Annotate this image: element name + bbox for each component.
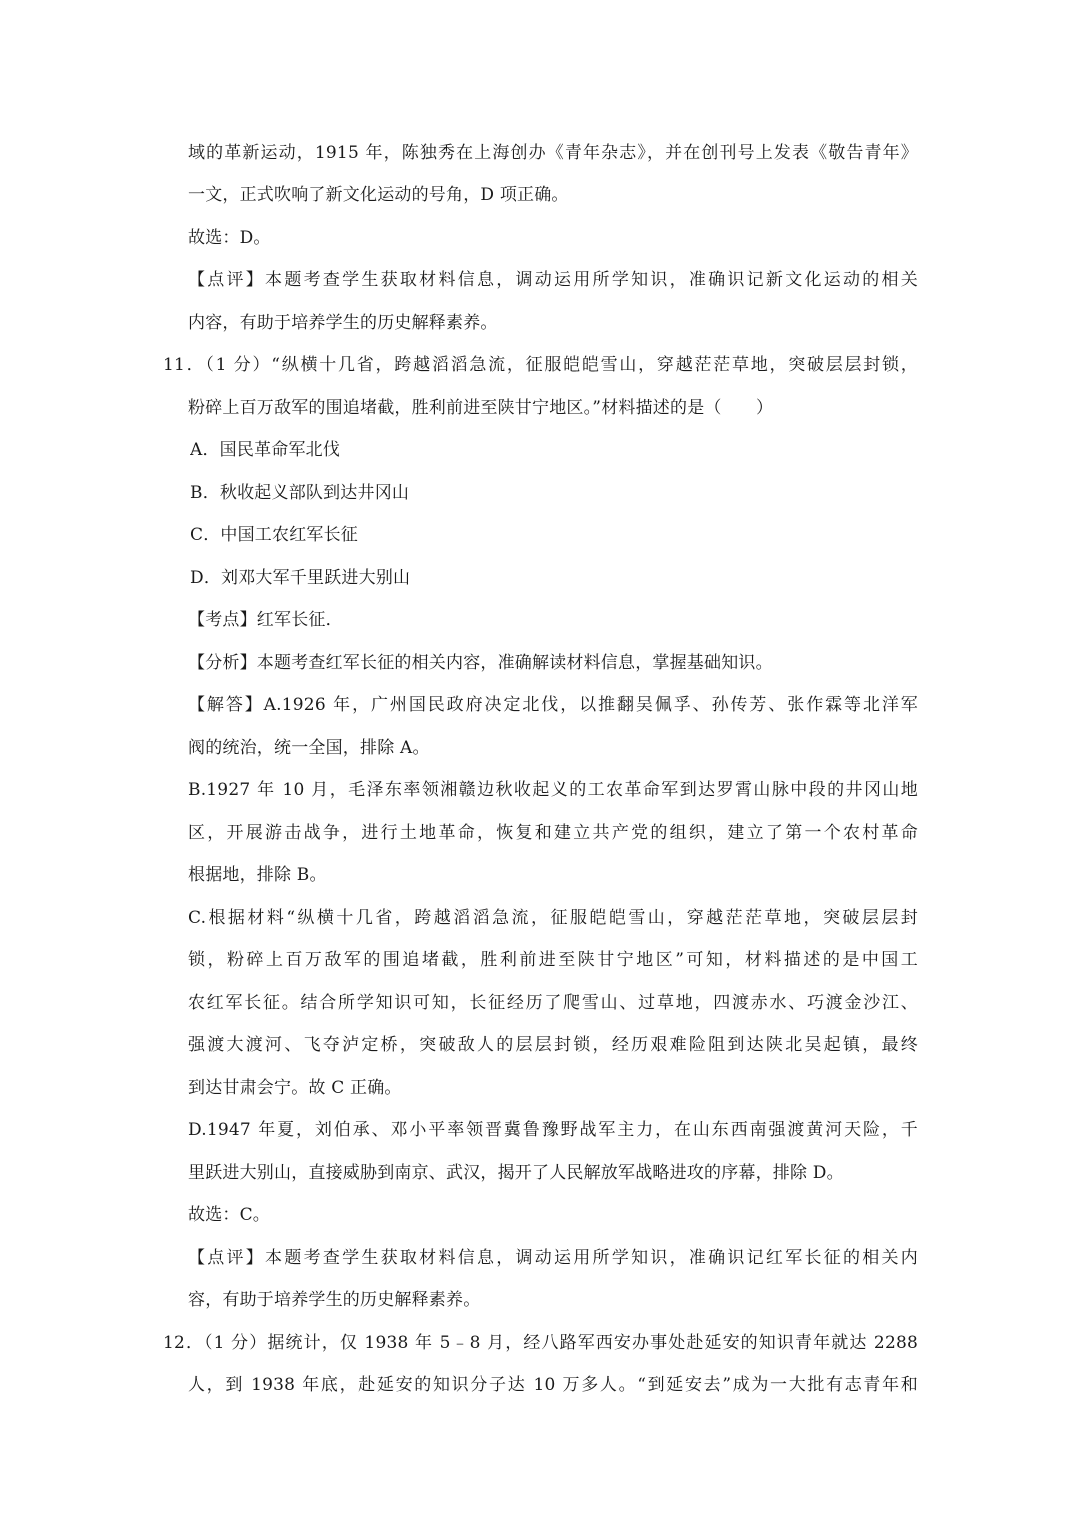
- q11-option-d: D．刘邓大军千里跃进大别山: [190, 568, 411, 588]
- q11-jieda-line-5: 根据地，排除 B。: [188, 865, 327, 885]
- q11-jieda-line-12: 里跃进大别山，直接威胁到南京、武汉，揭开了人民解放军战略进攻的序幕，排除 D。: [188, 1163, 844, 1183]
- q11-dianping-line-2: 容，有助于培养学生的历史解释素养。: [188, 1290, 481, 1310]
- prev-answer-line-1: 域的革新运动，1915 年，陈独秀在上海创办《青年杂志》，并在创刊号上发表《敬告青年》: [188, 143, 918, 163]
- q11-jieda-line-3: B.1927 年 10 月，毛泽东率领湘赣边秋收起义的工农革命军到达罗霄山脉中段的井冈山地: [188, 780, 918, 800]
- q11-answer: 故选：C。: [188, 1205, 271, 1225]
- prev-answer-line-2: 一文，正式吹响了新文化运动的号角，D 项正确。: [188, 185, 569, 205]
- q12-stem-line-2: 人，到 1938 年底，赴延安的知识分子达 10 万多人。“到延安去”成为一大批有志青年和: [188, 1375, 918, 1395]
- q12-stem-line-1: 12．（1 分）据统计，仅 1938 年 5﹣8 月，经八路军西安办事处赴延安的知识青年就达 2288: [163, 1333, 918, 1353]
- q11-jieda-line-1: 【解答】A.1926 年，广州国民政府决定北伐，以推翻吴佩孚、孙传芳、张作霖等北洋军: [188, 695, 918, 715]
- q11-stem-line-1: 11．（1 分）“纵横十几省，跨越滔滔急流，征服皑皑雪山，穿越茫茫草地，突破层层封锁，: [163, 355, 918, 375]
- q11-fenxi: 【分析】本题考查红军长征的相关内容，准确解读材料信息，掌握基础知识。: [188, 653, 773, 673]
- q11-dianping-line-1: 【点评】本题考查学生获取材料信息，调动运用所学知识，准确识记红军长征的相关内: [188, 1248, 918, 1268]
- q11-kaodian: 【考点】红军长征．: [188, 610, 343, 630]
- q11-jieda-line-7: 锁，粉碎上百万敌军的围追堵截，胜利前进至陕甘宁地区”可知，材料描述的是中国工: [188, 950, 918, 970]
- q11-jieda-line-9: 强渡大渡河、飞夺泸定桥，突破敌人的层层封锁，经历艰难险阻到达陕北吴起镇，最终: [188, 1035, 918, 1055]
- q11-jieda-line-2: 阀的统治，统一全国，排除 A。: [188, 738, 430, 758]
- q11-jieda-line-8: 农红军长征。结合所学知识可知，长征经历了爬雪山、过草地，四渡赤水、巧渡金沙江、: [188, 993, 918, 1013]
- q11-jieda-line-11: D.1947 年夏，刘伯承、邓小平率领晋冀鲁豫野战军主力，在山东西南强渡黄河天险，千: [188, 1120, 918, 1140]
- q11-option-a: A．国民革命军北伐: [190, 440, 341, 460]
- q11-option-b: B．秋收起义部队到达井冈山: [190, 483, 410, 503]
- q11-jieda-line-10: 到达甘肃会宁。故 C 正确。: [188, 1078, 402, 1098]
- q11-stem-line-2: 粉碎上百万敌军的围追堵截，胜利前进至陕甘宁地区。”材料描述的是（ ）: [188, 398, 774, 418]
- q11-jieda-line-6: C.根据材料“纵横十几省，跨越滔滔急流，征服皑皑雪山，穿越茫茫草地，突破层层封: [188, 908, 918, 928]
- prev-comment-line-1: 【点评】本题考查学生获取材料信息，调动运用所学知识，准确识记新文化运动的相关: [188, 270, 918, 290]
- prev-answer-choice: 故选：D。: [188, 228, 271, 248]
- q11-jieda-line-4: 区，开展游击战争，进行土地革命，恢复和建立共产党的组织，建立了第一个农村革命: [188, 823, 918, 843]
- prev-comment-line-2: 内容，有助于培养学生的历史解释素养。: [188, 313, 498, 333]
- q11-option-c: C．中国工农红军长征: [190, 525, 359, 545]
